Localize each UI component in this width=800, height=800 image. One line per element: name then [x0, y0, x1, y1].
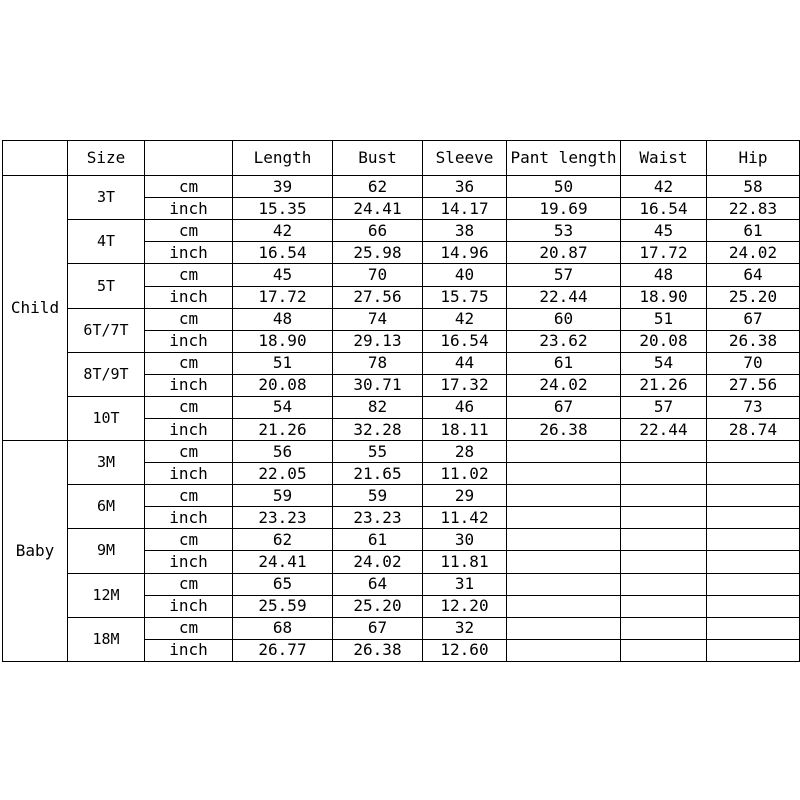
category-cell: Child — [3, 176, 68, 441]
value-cell: 24.41 — [233, 551, 333, 573]
value-cell — [707, 617, 800, 639]
value-cell: 17.32 — [423, 374, 507, 396]
value-cell: 29.13 — [333, 330, 423, 352]
unit-cell: cm — [145, 441, 233, 463]
value-cell: 23.62 — [507, 330, 621, 352]
value-cell: 24.02 — [707, 242, 800, 264]
value-cell — [621, 595, 707, 617]
value-cell: 46 — [423, 396, 507, 418]
unit-cell: inch — [145, 374, 233, 396]
value-cell: 30.71 — [333, 374, 423, 396]
value-cell: 25.59 — [233, 595, 333, 617]
unit-cell: cm — [145, 308, 233, 330]
value-cell: 36 — [423, 176, 507, 198]
value-cell: 67 — [707, 308, 800, 330]
value-cell — [621, 485, 707, 507]
unit-cell: cm — [145, 573, 233, 595]
value-cell: 42 — [621, 176, 707, 198]
size-chart-body — [3, 141, 800, 662]
value-cell: 22.44 — [507, 286, 621, 308]
value-cell: 11.42 — [423, 507, 507, 529]
value-cell — [621, 551, 707, 573]
value-cell: 27.56 — [333, 286, 423, 308]
value-cell: 57 — [621, 396, 707, 418]
value-cell: 17.72 — [233, 286, 333, 308]
value-cell: 42 — [233, 220, 333, 242]
unit-cell: inch — [145, 198, 233, 220]
value-cell: 64 — [333, 573, 423, 595]
value-cell — [621, 507, 707, 529]
table-row — [3, 220, 800, 242]
value-cell — [707, 529, 800, 551]
table-row — [3, 352, 800, 374]
value-cell: 59 — [233, 485, 333, 507]
header-cell-bust: Bust — [333, 141, 423, 176]
value-cell — [707, 551, 800, 573]
size-cell: 6T/7T — [68, 308, 145, 352]
size-cell: 4T — [68, 220, 145, 264]
value-cell: 82 — [333, 396, 423, 418]
value-cell: 70 — [707, 352, 800, 374]
value-cell: 19.69 — [507, 198, 621, 220]
unit-cell: inch — [145, 418, 233, 440]
value-cell: 44 — [423, 352, 507, 374]
unit-cell: inch — [145, 639, 233, 661]
unit-cell: cm — [145, 352, 233, 374]
value-cell: 18.90 — [233, 330, 333, 352]
value-cell — [507, 617, 621, 639]
table-row — [3, 176, 800, 198]
value-cell — [707, 463, 800, 485]
header-cell-unit — [145, 141, 233, 176]
value-cell: 31 — [423, 573, 507, 595]
value-cell: 28.74 — [707, 418, 800, 440]
table-row — [3, 264, 800, 286]
value-cell: 64 — [707, 264, 800, 286]
size-cell: 8T/9T — [68, 352, 145, 396]
value-cell: 26.38 — [333, 639, 423, 661]
size-cell: 5T — [68, 264, 145, 308]
value-cell: 23.23 — [233, 507, 333, 529]
unit-cell: cm — [145, 220, 233, 242]
value-cell — [507, 463, 621, 485]
value-cell: 30 — [423, 529, 507, 551]
value-cell: 16.54 — [233, 242, 333, 264]
unit-cell: inch — [145, 595, 233, 617]
value-cell: 65 — [233, 573, 333, 595]
value-cell: 25.20 — [707, 286, 800, 308]
value-cell: 15.75 — [423, 286, 507, 308]
unit-cell: cm — [145, 396, 233, 418]
value-cell: 28 — [423, 441, 507, 463]
value-cell: 20.08 — [233, 374, 333, 396]
value-cell: 32.28 — [333, 418, 423, 440]
value-cell: 20.08 — [621, 330, 707, 352]
value-cell — [707, 595, 800, 617]
value-cell: 14.96 — [423, 242, 507, 264]
value-cell: 14.17 — [423, 198, 507, 220]
value-cell: 16.54 — [423, 330, 507, 352]
value-cell: 54 — [233, 396, 333, 418]
value-cell: 18.11 — [423, 418, 507, 440]
value-cell — [621, 617, 707, 639]
unit-cell: cm — [145, 264, 233, 286]
value-cell: 66 — [333, 220, 423, 242]
value-cell — [707, 573, 800, 595]
value-cell — [507, 639, 621, 661]
value-cell: 70 — [333, 264, 423, 286]
value-cell: 24.02 — [333, 551, 423, 573]
value-cell — [621, 441, 707, 463]
value-cell: 60 — [507, 308, 621, 330]
size-cell: 3T — [68, 176, 145, 220]
value-cell: 21.26 — [621, 374, 707, 396]
table-row — [3, 617, 800, 639]
unit-cell: inch — [145, 507, 233, 529]
value-cell: 12.60 — [423, 639, 507, 661]
value-cell — [707, 441, 800, 463]
size-cell: 9M — [68, 529, 145, 573]
size-cell: 12M — [68, 573, 145, 617]
header-cell-waist: Waist — [621, 141, 707, 176]
value-cell: 57 — [507, 264, 621, 286]
value-cell: 23.23 — [333, 507, 423, 529]
value-cell: 26.38 — [507, 418, 621, 440]
unit-cell: inch — [145, 330, 233, 352]
value-cell: 45 — [621, 220, 707, 242]
value-cell: 62 — [233, 529, 333, 551]
header-cell-pant-length: Pant length — [507, 141, 621, 176]
size-cell: 18M — [68, 617, 145, 661]
value-cell: 59 — [333, 485, 423, 507]
value-cell: 24.41 — [333, 198, 423, 220]
unit-cell: cm — [145, 176, 233, 198]
value-cell — [707, 507, 800, 529]
header-cell-hip: Hip — [707, 141, 800, 176]
value-cell: 61 — [707, 220, 800, 242]
value-cell — [621, 463, 707, 485]
value-cell — [507, 573, 621, 595]
value-cell — [507, 595, 621, 617]
value-cell: 61 — [333, 529, 423, 551]
unit-cell: inch — [145, 463, 233, 485]
value-cell: 27.56 — [707, 374, 800, 396]
value-cell: 26.38 — [707, 330, 800, 352]
value-cell: 12.20 — [423, 595, 507, 617]
table-row — [3, 396, 800, 418]
value-cell: 21.65 — [333, 463, 423, 485]
unit-cell: cm — [145, 485, 233, 507]
value-cell — [707, 639, 800, 661]
value-cell: 25.98 — [333, 242, 423, 264]
size-cell: 10T — [68, 396, 145, 440]
value-cell — [507, 441, 621, 463]
value-cell: 45 — [233, 264, 333, 286]
value-cell: 58 — [707, 176, 800, 198]
value-cell: 22.83 — [707, 198, 800, 220]
value-cell: 54 — [621, 352, 707, 374]
value-cell: 78 — [333, 352, 423, 374]
value-cell — [507, 485, 621, 507]
value-cell: 73 — [707, 396, 800, 418]
value-cell: 29 — [423, 485, 507, 507]
value-cell: 40 — [423, 264, 507, 286]
size-chart-table — [2, 140, 800, 662]
table-row — [3, 308, 800, 330]
value-cell: 67 — [333, 617, 423, 639]
value-cell: 32 — [423, 617, 507, 639]
value-cell: 22.05 — [233, 463, 333, 485]
header-cell-size: Size — [68, 141, 145, 176]
header-row — [3, 141, 800, 176]
unit-cell: inch — [145, 242, 233, 264]
value-cell: 62 — [333, 176, 423, 198]
value-cell: 51 — [233, 352, 333, 374]
value-cell: 20.87 — [507, 242, 621, 264]
unit-cell: inch — [145, 286, 233, 308]
value-cell: 26.77 — [233, 639, 333, 661]
unit-cell: inch — [145, 551, 233, 573]
value-cell — [621, 573, 707, 595]
value-cell: 22.44 — [621, 418, 707, 440]
value-cell: 17.72 — [621, 242, 707, 264]
value-cell: 56 — [233, 441, 333, 463]
value-cell — [507, 507, 621, 529]
value-cell: 21.26 — [233, 418, 333, 440]
header-cell-length: Length — [233, 141, 333, 176]
value-cell: 55 — [333, 441, 423, 463]
value-cell: 50 — [507, 176, 621, 198]
value-cell: 24.02 — [507, 374, 621, 396]
table-row — [3, 529, 800, 551]
value-cell — [507, 529, 621, 551]
category-cell: Baby — [3, 441, 68, 662]
value-cell: 61 — [507, 352, 621, 374]
value-cell: 68 — [233, 617, 333, 639]
header-cell-corner — [3, 141, 68, 176]
table-row — [3, 441, 800, 463]
value-cell: 39 — [233, 176, 333, 198]
value-cell: 25.20 — [333, 595, 423, 617]
value-cell — [621, 529, 707, 551]
value-cell: 67 — [507, 396, 621, 418]
value-cell: 11.02 — [423, 463, 507, 485]
value-cell: 48 — [233, 308, 333, 330]
table-row — [3, 573, 800, 595]
value-cell: 11.81 — [423, 551, 507, 573]
size-cell: 6M — [68, 485, 145, 529]
table-row — [3, 485, 800, 507]
value-cell: 48 — [621, 264, 707, 286]
value-cell: 51 — [621, 308, 707, 330]
value-cell: 18.90 — [621, 286, 707, 308]
value-cell: 74 — [333, 308, 423, 330]
value-cell — [507, 551, 621, 573]
value-cell: 15.35 — [233, 198, 333, 220]
value-cell — [707, 485, 800, 507]
unit-cell: cm — [145, 529, 233, 551]
header-cell-sleeve: Sleeve — [423, 141, 507, 176]
value-cell: 38 — [423, 220, 507, 242]
value-cell: 16.54 — [621, 198, 707, 220]
value-cell: 42 — [423, 308, 507, 330]
size-cell: 3M — [68, 441, 145, 485]
unit-cell: cm — [145, 617, 233, 639]
value-cell: 53 — [507, 220, 621, 242]
value-cell — [621, 639, 707, 661]
